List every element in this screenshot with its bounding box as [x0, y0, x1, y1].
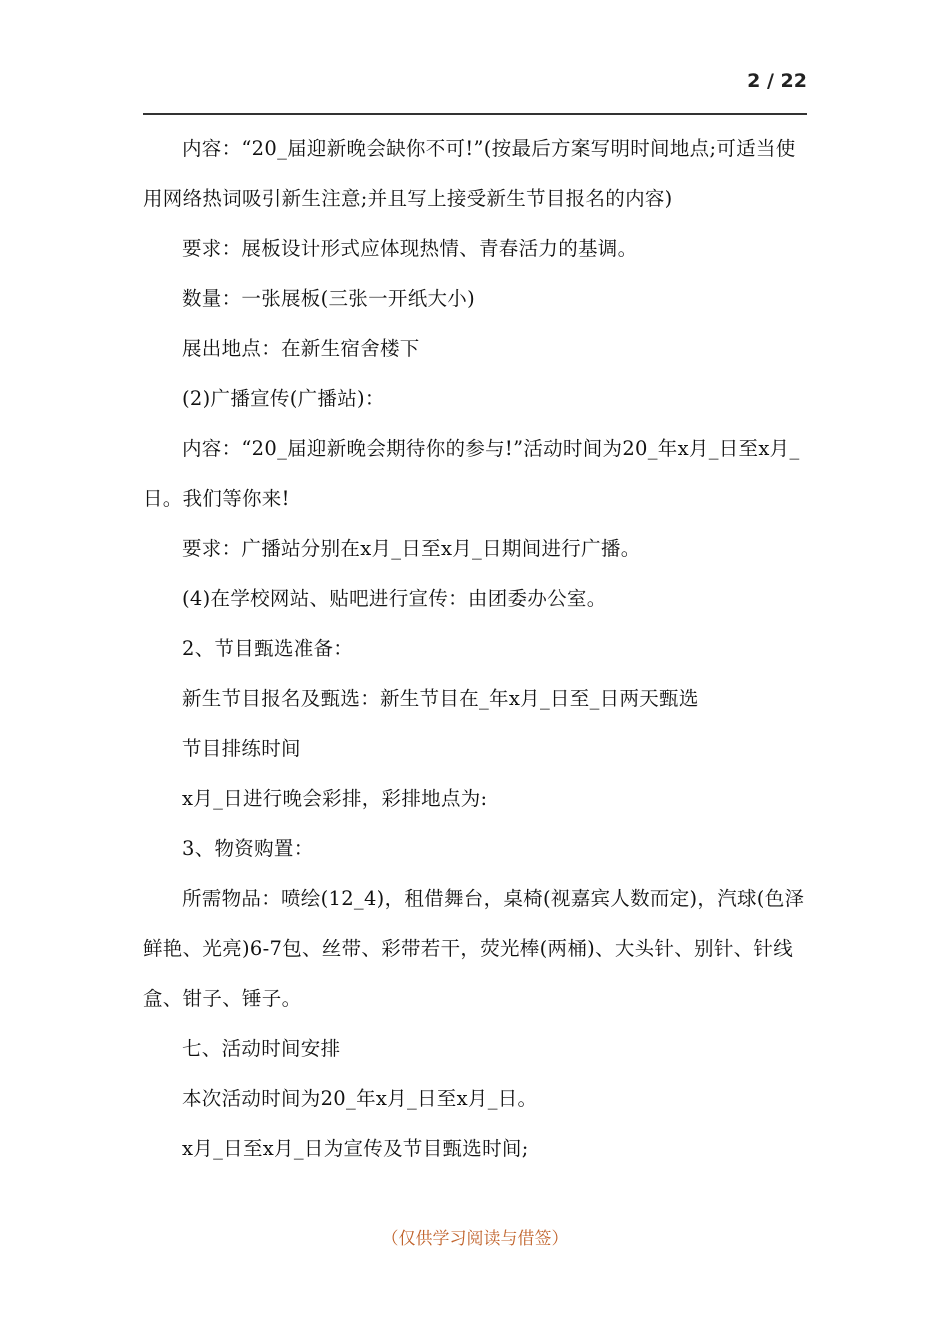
- paragraph-broadcast-heading: (2)广播宣传(广播站)：: [182, 387, 385, 410]
- paragraph-display-location: 展出地点：在新生宿舍楼下: [182, 337, 420, 360]
- document-body: [143, 124, 807, 1174]
- paragraph-display-board-requirement: 要求：展板设计形式应体现热情、青春活力的基调。: [182, 237, 638, 260]
- footer-note: （仅供学习阅读与借签）: [381, 1229, 569, 1249]
- paragraph-supplies-heading: 3、物资购置：: [182, 837, 314, 860]
- page-number: 2 / 22: [747, 70, 807, 92]
- paragraph-schedule-overall: 本次活动时间为20_年x月_日至x月_日。: [182, 1087, 538, 1110]
- paragraph-display-board-content: 内容：“20_届迎新晚会缺你不可!”(按最后方案写明时间地点;可适当使用网络热词吸引新生注意;并且写上接受新生节目报名的内容): [143, 137, 796, 210]
- paragraph-schedule-heading: 七、活动时间安排: [182, 1037, 341, 1060]
- paragraph-rehearsal-date: x月_日进行晚会彩排，彩排地点为:: [182, 787, 488, 810]
- paragraph-program-signup: 新生节目报名及甄选：新生节目在_年x月_日至_日两天甄选: [182, 687, 699, 710]
- paragraph-display-board-quantity: 数量：一张展板(三张一开纸大小): [182, 287, 476, 310]
- paragraph-schedule-promotion: x月_日至x月_日为宣传及节目甄选时间;: [182, 1137, 529, 1160]
- header-divider: [143, 113, 807, 115]
- paragraph-broadcast-requirement: 要求：广播站分别在x月_日至x月_日期间进行广播。: [182, 537, 641, 560]
- paragraph-website-promotion: (4)在学校网站、贴吧进行宣传：由团委办公室。: [182, 587, 607, 610]
- paragraph-program-selection-heading: 2、节目甄选准备：: [182, 637, 354, 660]
- paragraph-rehearsal-time: 节目排练时间: [182, 737, 301, 760]
- paragraph-supplies-list: 所需物品：喷绘(12_4)，租借舞台，桌椅(视嘉宾人数而定)，汽球(色泽鲜艳、光亮)6-7包、丝带、彩带若干，荧光棒(两桶)、大头针、别针、针线盒、钳子、锤子。: [143, 887, 805, 1010]
- paragraph-broadcast-content: 内容：“20_届迎新晚会期待你的参与!”活动时间为20_年x月_日至x月_日。我们等你来!: [143, 437, 800, 510]
